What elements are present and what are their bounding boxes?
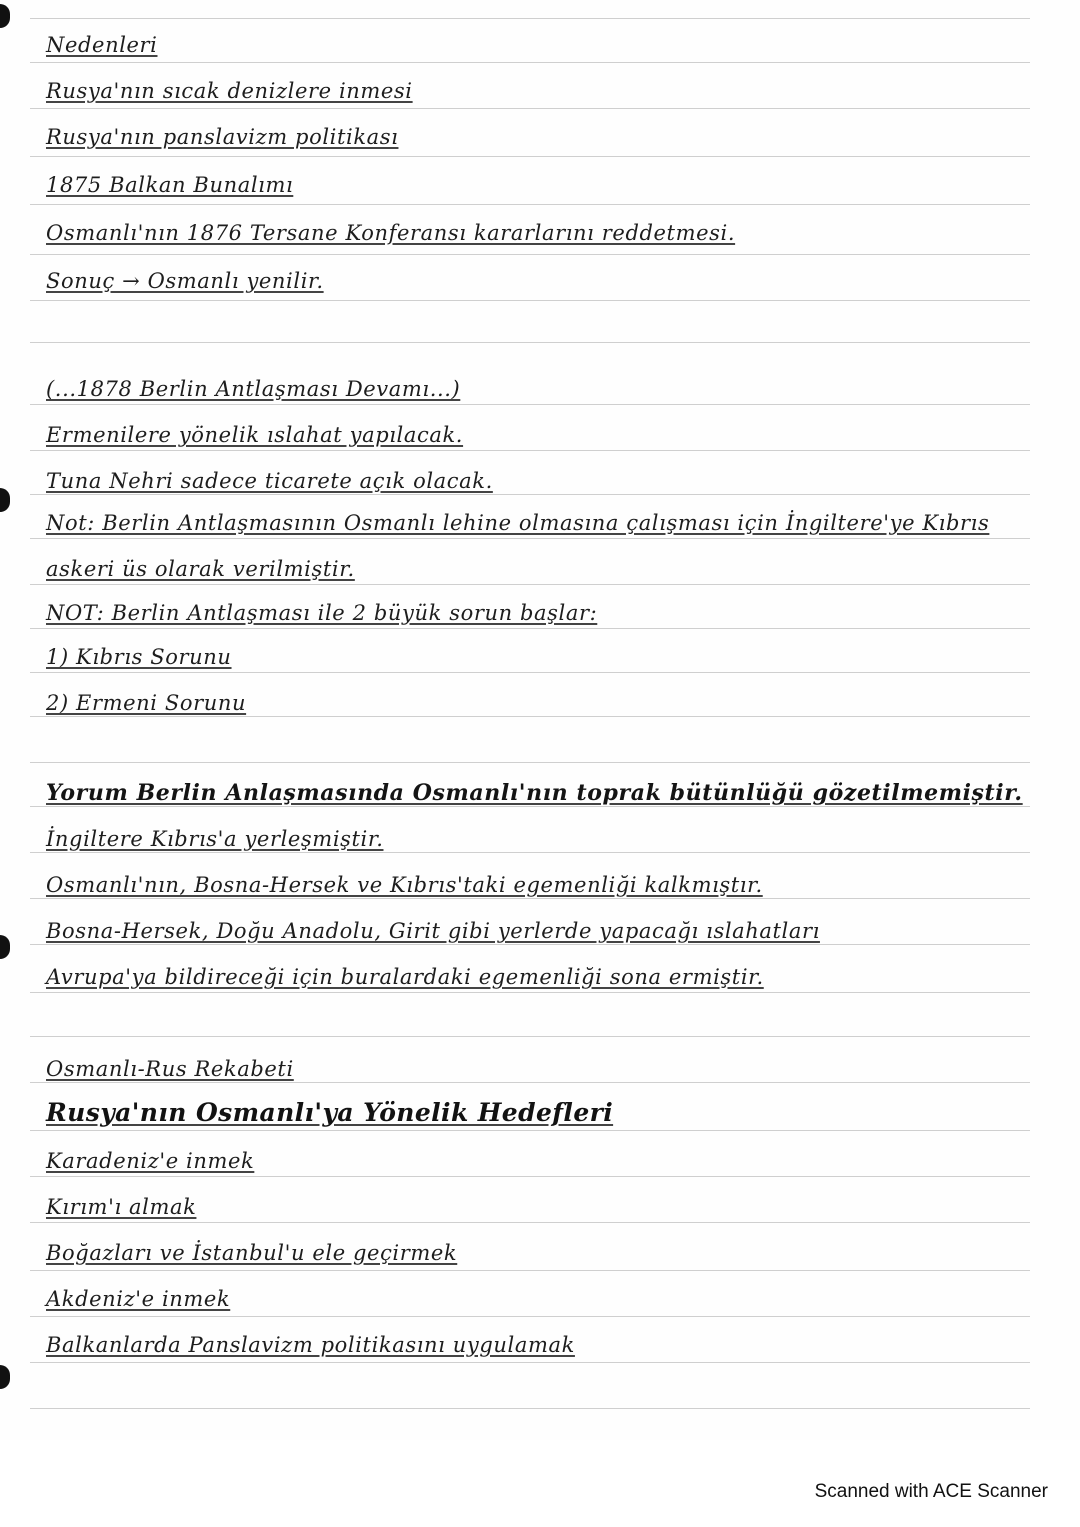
section-heading-causes: Nedenleri <box>46 33 158 57</box>
ruled-line <box>30 1316 1030 1317</box>
binder-hole <box>0 488 10 512</box>
list-item: 1) Kıbrıs Sorunu <box>46 645 232 669</box>
note-line: Ermenilere yönelik ıslahat yapılacak. <box>46 423 464 447</box>
note-line: 1875 Balkan Bunalımı <box>46 173 294 197</box>
ruled-line <box>30 1270 1030 1271</box>
section-heading-rivalry: Osmanlı-Rus Rekabeti <box>46 1057 294 1081</box>
note-line: Not: Berlin Antlaşmasının Osmanlı lehine olmasına çalışması için İngiltere'ye Kıbrıs <box>46 511 990 535</box>
scanner-watermark: Scanned with ACE Scanner <box>814 1481 1048 1502</box>
ruled-line <box>30 584 1030 585</box>
ruled-line <box>30 204 1030 205</box>
ruled-line <box>30 108 1030 109</box>
note-line: Sonuç → Osmanlı yenilir. <box>46 269 324 293</box>
ruled-line <box>30 1176 1030 1177</box>
list-item: 2) Ermeni Sorunu <box>46 691 247 715</box>
comment-line: Yorum Berlin Anlaşmasında Osmanlı'nın toprak bütünlüğü gözetilmemiştir. <box>46 780 1023 806</box>
note-line: Rusya'nın panslavizm politikası <box>46 125 399 149</box>
ruled-line <box>30 1036 1030 1037</box>
ruled-line <box>30 254 1030 255</box>
note-line: askeri üs olarak verilmiştir. <box>46 557 355 581</box>
list-item: Kırım'ı almak <box>46 1195 197 1219</box>
binder-hole <box>0 4 10 28</box>
ruled-line <box>30 1130 1030 1131</box>
ruled-line <box>30 762 1030 763</box>
ruled-line <box>30 18 1030 19</box>
note-line: Bosna-Hersek, Doğu Anadolu, Girit gibi yerlerde yapacağı ıslahatları <box>46 919 820 943</box>
ruled-line <box>30 672 1030 673</box>
ruled-line <box>30 538 1030 539</box>
ruled-line <box>30 300 1030 301</box>
ruled-line <box>30 628 1030 629</box>
section-heading-russia-goals: Rusya'nın Osmanlı'ya Yönelik Hedefleri <box>46 1098 614 1127</box>
ruled-line <box>30 992 1030 993</box>
note-line: NOT: Berlin Antlaşması ile 2 büyük sorun başlar: <box>46 601 598 625</box>
ruled-line <box>30 62 1030 63</box>
ruled-line <box>30 156 1030 157</box>
binder-hole <box>0 1365 10 1389</box>
binder-hole <box>0 935 10 959</box>
note-line: Tuna Nehri sadece ticarete açık olacak. <box>46 469 493 493</box>
note-line: Avrupa'ya bildireceği için buralardaki egemenliği sona ermiştir. <box>46 965 764 989</box>
note-line: Osmanlı'nın 1876 Tersane Konferansı kararlarını reddetmesi. <box>46 221 736 245</box>
list-item: Balkanlarda Panslavizm politikasını uygulamak <box>46 1333 575 1357</box>
ruled-line <box>30 342 1030 343</box>
note-line: İngiltere Kıbrıs'a yerleşmiştir. <box>46 827 384 851</box>
list-item: Karadeniz'e inmek <box>46 1149 255 1173</box>
section-heading-berlin-continued: (...1878 Berlin Antlaşması Devamı...) <box>46 377 461 401</box>
ruled-line <box>30 450 1030 451</box>
ruled-line <box>30 1362 1030 1363</box>
ruled-line <box>30 1408 1030 1409</box>
note-line: Rusya'nın sıcak denizlere inmesi <box>46 79 413 103</box>
list-item: Akdeniz'e inmek <box>46 1287 231 1311</box>
note-line: Osmanlı'nın, Bosna-Hersek ve Kıbrıs'taki egemenliği kalkmıştır. <box>46 873 763 897</box>
list-item: Boğazları ve İstanbul'u ele geçirmek <box>46 1241 458 1265</box>
ruled-line <box>30 1222 1030 1223</box>
ruled-line <box>30 404 1030 405</box>
